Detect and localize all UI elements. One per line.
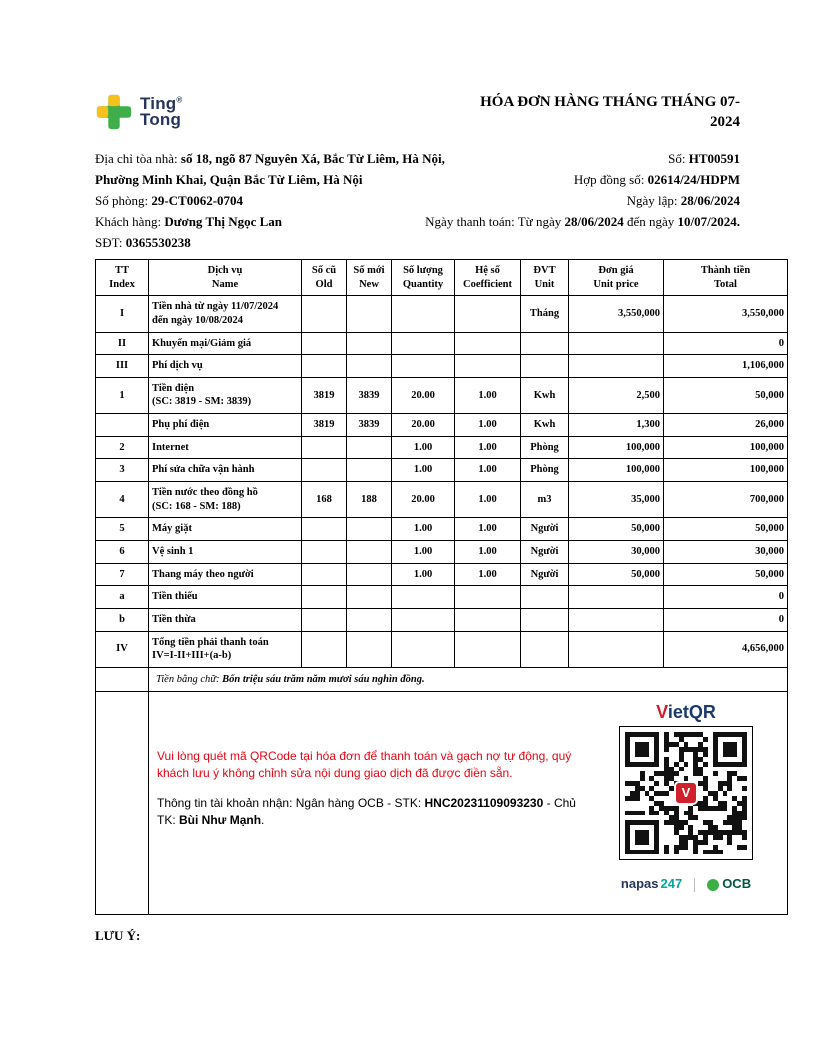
cell-unit: Người [521,540,569,563]
cell-new [347,459,392,482]
napas-logo: napas 247 [620,876,683,892]
cell-new [347,608,392,631]
cell-quantity: 1.00 [392,436,455,459]
cell-old [302,540,347,563]
cell-total: 1,106,000 [664,355,788,378]
cell-new [347,355,392,378]
cell-old: 3819 [302,414,347,437]
cell-unit-price: 100,000 [569,436,664,459]
cell-new [347,540,392,563]
cell-unit: Kwh [521,377,569,413]
cell-old: 3819 [302,377,347,413]
cell-name: Máy giặt [149,518,302,541]
cell-name: Tiền nước theo đồng hồ (SC: 168 - SM: 188) [149,482,302,518]
tingtong-logo [95,93,182,131]
customer-name: Khách hàng: Dương Thị Ngọc Lan [95,214,283,229]
cell-coefficient: 1.00 [455,414,521,437]
invoice-table-body [96,296,788,668]
cell-quantity [392,332,455,355]
table-row [96,296,788,332]
cell-old [302,518,347,541]
cell-quantity: 1.00 [392,563,455,586]
cell-index: II [96,332,149,355]
cell-name: Tiền thiếu [149,586,302,609]
info-line-5 [95,232,740,253]
amount-in-words-row [96,667,788,692]
cell-total: 4,656,000 [664,631,788,667]
cell-total: 0 [664,586,788,609]
table-row [96,355,788,378]
cell-total: 100,000 [664,459,788,482]
cell-old: 168 [302,482,347,518]
amount-in-words: Tiền bằng chữ: Bốn triệu sáu trăm năm mươi sáu nghìn đồng. [149,667,788,692]
cell-coefficient: 1.00 [455,377,521,413]
table-row [96,459,788,482]
cell-unit [521,332,569,355]
cell-total: 50,000 [664,518,788,541]
cell-new [347,586,392,609]
cell-unit [521,608,569,631]
cell-unit-price [569,586,664,609]
cell-quantity: 1.00 [392,540,455,563]
invoice-number: Số: HT00591 [668,151,740,166]
cell-unit-price: 3,550,000 [569,296,664,332]
building-address-line1: Địa chỉ tòa nhà: số 18, ngõ 87 Nguyên Xá, Bắc Từ Liêm, Hà Nội, [95,151,445,166]
cell-total: 30,000 [664,540,788,563]
cell-index: IV [96,631,149,667]
payment-qr-row [96,692,788,915]
cell-coefficient: 1.00 [455,482,521,518]
cell-unit-price [569,631,664,667]
ocb-mark-icon [707,879,719,891]
invoice-header [95,93,787,132]
cell-index: 6 [96,540,149,563]
phone-number: SĐT: 0365530238 [95,235,191,250]
cell-coefficient: 1.00 [455,563,521,586]
vietqr-logo: VietQR [656,702,716,723]
cell-name: Tiền nhà từ ngày 11/07/2024 đến ngày 10/08/2024 [149,296,302,332]
cell-unit-price: 1,300 [569,414,664,437]
cell-quantity [392,631,455,667]
table-row [96,482,788,518]
cell-total: 0 [664,608,788,631]
cell-unit-price [569,355,664,378]
table-row [96,332,788,355]
room-number: Số phòng: 29-CT0062-0704 [95,193,244,208]
cell-name: Khuyến mại/Giảm giá [149,332,302,355]
cell-unit [521,631,569,667]
col-header-quantity: Số lượng Quantity [392,260,455,296]
cell-new [347,631,392,667]
cell-coefficient [455,631,521,667]
cell-unit-price: 50,000 [569,563,664,586]
qr-block [619,700,753,906]
cell-coefficient [455,296,521,332]
cell-unit-price: 30,000 [569,540,664,563]
payment-period: Ngày thanh toán: Từ ngày 28/06/2024 đến ngày 10/07/2024. [425,214,740,229]
cell-index: a [96,586,149,609]
col-header-unit: ĐVT Unit [521,260,569,296]
cell-new: 3839 [347,414,392,437]
cell-coefficient: 1.00 [455,518,521,541]
col-header-coefficient: Hệ số Coefficient [455,260,521,296]
cell-unit: m3 [521,482,569,518]
cell-coefficient: 1.00 [455,540,521,563]
cell-quantity: 1.00 [392,459,455,482]
table-row [96,377,788,413]
cell-index: 4 [96,482,149,518]
invoice-info [95,148,787,253]
cell-old [302,459,347,482]
cell-old [302,563,347,586]
cell-old [302,436,347,459]
table-row [96,608,788,631]
cell-unit: Người [521,563,569,586]
payment-section [149,692,788,915]
cell-name: Phụ phí điện [149,414,302,437]
cell-old [302,586,347,609]
table-row [96,631,788,667]
payment-notice: Vui lòng quét mã QRCode tại hóa đơn để thanh toán và gạch nợ tự động, quý khách lưu ý không chỉnh sửa nội dung giao dịch đã được điền sẵn. [157,749,572,781]
col-header-old: Số cũ Old [302,260,347,296]
cell-index: I [96,296,149,332]
cell-name: Tổng tiền phải thanh toán IV=I-II+III+(a-b) [149,631,302,667]
invoice-table [95,259,788,915]
cell-new [347,436,392,459]
cell-total: 50,000 [664,377,788,413]
cell-name: Vệ sinh 1 [149,540,302,563]
cell-index: b [96,608,149,631]
cell-old [302,332,347,355]
cell-quantity: 1.00 [392,518,455,541]
cell-name: Phí sửa chữa vận hành [149,459,302,482]
cell-new: 188 [347,482,392,518]
cell-quantity: 20.00 [392,482,455,518]
cell-quantity: 20.00 [392,414,455,437]
cell-unit-price: 2,500 [569,377,664,413]
cell-quantity: 20.00 [392,377,455,413]
cell-index: III [96,355,149,378]
cell-total: 100,000 [664,436,788,459]
col-header-unit-price: Đơn giá Unit price [569,260,664,296]
cell-index: 7 [96,563,149,586]
col-header-name: Dịch vụ Name [149,260,302,296]
cell-index: 2 [96,436,149,459]
logo-divider [694,878,695,892]
qr-code [619,726,753,860]
cell-total: 0 [664,332,788,355]
cell-old [302,355,347,378]
qr-center-v-icon: V [674,781,698,805]
table-row [96,414,788,437]
cell-name: Internet [149,436,302,459]
col-header-index: TT Index [96,260,149,296]
cell-new [347,296,392,332]
cell-total: 50,000 [664,563,788,586]
cell-unit-price: 100,000 [569,459,664,482]
cell-total: 700,000 [664,482,788,518]
cell-new: 3839 [347,377,392,413]
cell-coefficient: 1.00 [455,459,521,482]
cell-quantity [392,608,455,631]
cell-total: 26,000 [664,414,788,437]
cell-unit [521,355,569,378]
table-row [96,540,788,563]
cell-name: Thang máy theo người [149,563,302,586]
table-row [96,586,788,609]
cell-coefficient: 1.00 [455,436,521,459]
cell-unit: Người [521,518,569,541]
cell-old [302,296,347,332]
col-header-new: Số mới New [347,260,392,296]
cell-new [347,518,392,541]
cell-index [96,414,149,437]
cell-unit-price [569,332,664,355]
cell-unit-price: 50,000 [569,518,664,541]
tingtong-logo-text: Ting® Tong [140,93,183,129]
cell-total: 3,550,000 [664,296,788,332]
account-info: Thông tin tài khoản nhận: Ngân hàng OCB - STK: HNC20231109093230 - Chủ TK: Bùi Như Mạnh. [157,796,576,827]
invoice-table-header [96,260,788,296]
cell-index [96,692,149,915]
cell-unit-price: 35,000 [569,482,664,518]
cell-name: Tiền điện (SC: 3819 - SM: 3839) [149,377,302,413]
cell-coefficient [455,586,521,609]
cell-quantity [392,586,455,609]
info-line-2 [95,169,740,190]
cell-unit: Phòng [521,436,569,459]
cell-name: Tiền thừa [149,608,302,631]
cell-old [302,631,347,667]
cell-index [96,667,149,692]
info-line-1 [95,148,740,169]
info-line-4 [95,211,740,232]
cell-index: 5 [96,518,149,541]
building-address-line2: Phường Minh Khai, Quận Bắc Từ Liêm, Hà Nội [95,172,363,187]
footer-note: LƯU Ý: [95,928,141,944]
cell-coefficient [455,608,521,631]
invoice-content [95,93,787,944]
cell-old [302,608,347,631]
cell-quantity [392,296,455,332]
cell-unit-price [569,608,664,631]
cell-coefficient [455,332,521,355]
payment-text [157,700,577,906]
issue-date: Ngày lập: 28/06/2024 [626,193,740,208]
cell-new [347,563,392,586]
tingtong-logo-icon [95,93,133,131]
cell-new [347,332,392,355]
cell-unit [521,586,569,609]
cell-unit: Kwh [521,414,569,437]
table-row [96,563,788,586]
cell-quantity [392,355,455,378]
contract-number: Hợp đồng số: 02614/24/HDPM [573,172,740,187]
table-row [96,436,788,459]
col-header-total: Thành tiền Total [664,260,788,296]
info-line-3 [95,190,740,211]
ocb-logo: OCB [707,876,751,893]
cell-index: 3 [96,459,149,482]
cell-name: Phí dịch vụ [149,355,302,378]
page-title: HÓA ĐƠN HÀNG THÁNG THÁNG 07- 2024 [480,94,740,130]
cell-index: 1 [96,377,149,413]
payment-logos [621,876,751,893]
cell-coefficient [455,355,521,378]
cell-unit: Tháng [521,296,569,332]
table-row [96,518,788,541]
invoice-table-footer [96,667,788,915]
cell-unit: Phòng [521,459,569,482]
